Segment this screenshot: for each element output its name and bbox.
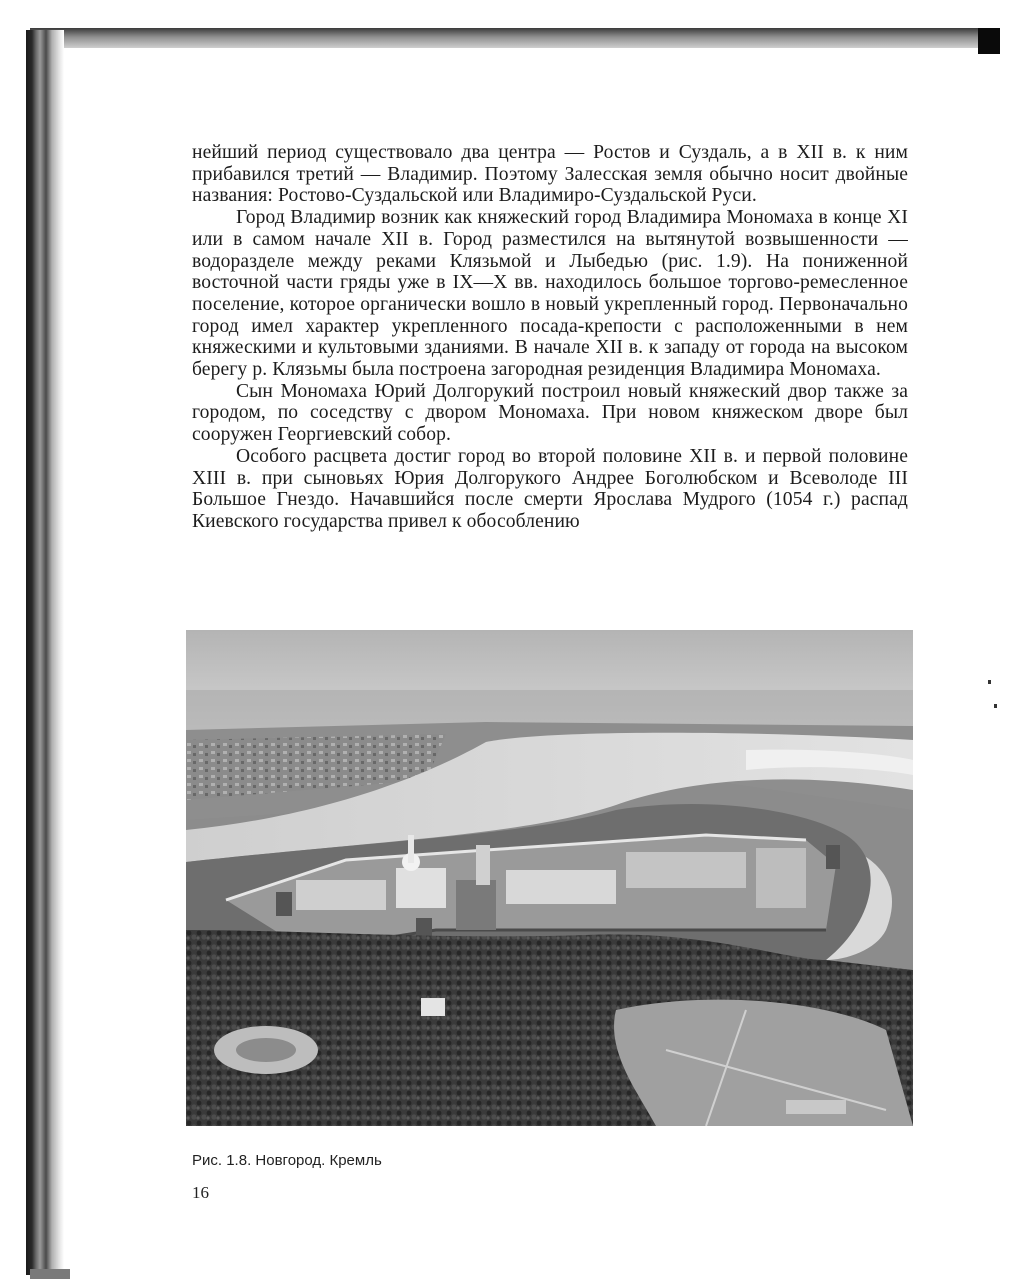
- figure-caption: Рис. 1.8. Новгород. Кремль: [192, 1152, 382, 1169]
- scan-edge-left: [26, 30, 64, 1275]
- scan-speck: [994, 704, 997, 708]
- page-number: 16: [192, 1183, 209, 1202]
- scan-corner: [978, 28, 1000, 54]
- paragraph: Особого расцвета достиг город во второй половине XII в. и первой половине XIII в. при сыновьях Юрия Долгорукого Андрее Боголюбском и Всеволоде III Большое Гнездо. Начавшийся после смерти Ярослава Мудрого (1054 г.) распад Киевского государства привел к обособлению: [192, 445, 908, 532]
- scan-speck: [988, 680, 991, 684]
- paragraph: Город Владимир возник как княжеский город Владимира Мономаха в конце XI или в самом начале XII в. Город разместился на вытянутой возвышенности — водоразделе между реками Клязьмой и Лыбедью (рис. 1.9). На пониженной восточной части гряды уже в IX—X вв. находилось большое торгово-ремесленное поселение, которое органически вошло в новый укрепленный город. Первоначально город имел характер укрепленного посада-крепости с расположенными в нем княжескими и культовыми зданиями. В начале XII в. к западу от города на высоком берегу р. Клязьмы была построена загородная резиденция Владимира Мономаха.: [192, 207, 908, 381]
- paragraph: нейший период существовало два центра — Ростов и Суздаль, а в XII в. к ним прибавился третий — Владимир. Поэтому Залесская земля обычно носит двойные названия: Ростово-Суздальской или Владимиро-Суздальской Руси.: [192, 142, 908, 207]
- aerial-photo: [186, 630, 913, 1126]
- scan-edge-top: [30, 28, 998, 48]
- page-text: [192, 142, 908, 533]
- paragraph: Сын Мономаха Юрий Долгорукий построил новый княжеский двор также за городом, по соседству с двором Мономаха. При новом княжеском дворе был сооружен Георгиевский собор.: [192, 380, 908, 446]
- figure-photo-kremlin: [186, 630, 913, 1126]
- scan-edge-bottom: [30, 1269, 70, 1279]
